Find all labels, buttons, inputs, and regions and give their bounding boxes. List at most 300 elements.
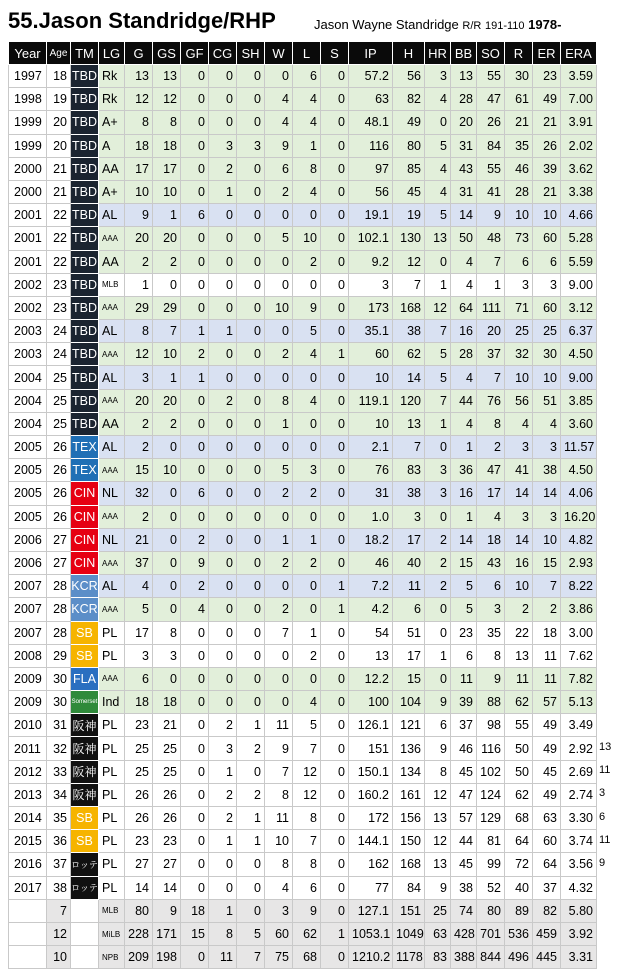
age-cell: 24 bbox=[47, 320, 71, 343]
stat-cg: 2 bbox=[209, 807, 237, 830]
table-row bbox=[9, 482, 597, 505]
stat-gf: 0 bbox=[181, 436, 209, 459]
table-row bbox=[9, 807, 597, 830]
stats-body bbox=[9, 65, 612, 969]
stat-h: 56 bbox=[393, 65, 425, 88]
totals-spacer bbox=[71, 899, 99, 922]
stat-r: 16 bbox=[505, 551, 533, 574]
total-g: 228 bbox=[125, 922, 153, 945]
stat-er: 64 bbox=[533, 853, 561, 876]
stat-era: 3.91 bbox=[561, 111, 597, 134]
stat-gs: 14 bbox=[153, 876, 181, 899]
stat-l: 0 bbox=[293, 273, 321, 296]
total-r: 536 bbox=[505, 922, 533, 945]
league-cell: Rk bbox=[99, 88, 125, 111]
stat-cg: 0 bbox=[209, 482, 237, 505]
team-badge: TBD bbox=[71, 296, 99, 319]
stat-so: 116 bbox=[477, 737, 505, 760]
league-cell: Ind bbox=[99, 691, 125, 714]
side-note-text: 6 bbox=[599, 810, 606, 823]
year-cell: 1997 bbox=[9, 65, 47, 88]
team-badge: FLA bbox=[71, 667, 99, 690]
stat-er: 10 bbox=[533, 366, 561, 389]
stat-so: 81 bbox=[477, 830, 505, 853]
age-cell: 22 bbox=[47, 227, 71, 250]
stat-r: 30 bbox=[505, 65, 533, 88]
league-cell: A bbox=[99, 134, 125, 157]
total-h: 1049 bbox=[393, 922, 425, 945]
stat-s: 1 bbox=[321, 575, 349, 598]
stat-er: 10 bbox=[533, 204, 561, 227]
stat-sh: 0 bbox=[237, 320, 265, 343]
year-cell: 2013 bbox=[9, 783, 47, 806]
stat-gf: 0 bbox=[181, 783, 209, 806]
column-header: R bbox=[505, 42, 533, 65]
stat-r: 68 bbox=[505, 807, 533, 830]
stat-era: 4.50 bbox=[561, 459, 597, 482]
age-cell: 20 bbox=[47, 134, 71, 157]
stat-r: 21 bbox=[505, 111, 533, 134]
stat-g: 10 bbox=[125, 180, 153, 203]
stat-hr: 1 bbox=[425, 644, 451, 667]
stat-s: 0 bbox=[321, 366, 349, 389]
stat-hr: 8 bbox=[425, 760, 451, 783]
year-cell: 2003 bbox=[9, 320, 47, 343]
stat-r: 3 bbox=[505, 505, 533, 528]
stat-bb: 4 bbox=[451, 412, 477, 435]
stat-s: 0 bbox=[321, 621, 349, 644]
total-era: 3.92 bbox=[561, 922, 597, 945]
stat-s: 0 bbox=[321, 783, 349, 806]
stat-cg: 0 bbox=[209, 250, 237, 273]
stat-bb: 47 bbox=[451, 783, 477, 806]
stat-gf: 6 bbox=[181, 482, 209, 505]
total-w: 75 bbox=[265, 946, 293, 969]
stat-ip: 7.2 bbox=[349, 575, 393, 598]
stat-er: 7 bbox=[533, 575, 561, 598]
league-cell: A+ bbox=[99, 180, 125, 203]
stat-sh: 3 bbox=[237, 134, 265, 157]
table-row bbox=[9, 366, 597, 389]
column-header: TM bbox=[71, 42, 99, 65]
stat-w: 0 bbox=[265, 436, 293, 459]
stat-so: 47 bbox=[477, 88, 505, 111]
stat-s: 0 bbox=[321, 644, 349, 667]
year-cell: 1999 bbox=[9, 134, 47, 157]
page-header bbox=[0, 0, 620, 41]
team-badge: 阪神 bbox=[71, 737, 99, 760]
team-badge: CIN bbox=[71, 551, 99, 574]
table-row bbox=[9, 389, 597, 412]
stat-gs: 0 bbox=[153, 505, 181, 528]
table-row bbox=[9, 459, 597, 482]
totals-row bbox=[9, 922, 597, 945]
team-badge: TBD bbox=[71, 343, 99, 366]
player-bio bbox=[314, 17, 561, 32]
total-hr: 83 bbox=[425, 946, 451, 969]
league-total-label: NPB bbox=[99, 946, 125, 969]
team-badge: TBD bbox=[71, 204, 99, 227]
stat-l: 5 bbox=[293, 320, 321, 343]
stat-h: 3 bbox=[393, 505, 425, 528]
stat-gs: 21 bbox=[153, 714, 181, 737]
stat-cg: 0 bbox=[209, 412, 237, 435]
stat-s: 0 bbox=[321, 737, 349, 760]
stat-hr: 5 bbox=[425, 343, 451, 366]
total-w: 3 bbox=[265, 899, 293, 922]
stat-gs: 0 bbox=[153, 273, 181, 296]
stat-g: 8 bbox=[125, 320, 153, 343]
stat-so: 99 bbox=[477, 853, 505, 876]
year-cell: 2009 bbox=[9, 691, 47, 714]
stat-bb: 4 bbox=[451, 250, 477, 273]
league-cell: PL bbox=[99, 783, 125, 806]
stat-gs: 26 bbox=[153, 807, 181, 830]
stat-era: 2.69 bbox=[561, 760, 597, 783]
side-note-text: 9 bbox=[599, 856, 606, 869]
league-cell: AAA bbox=[99, 343, 125, 366]
stat-g: 27 bbox=[125, 853, 153, 876]
stat-sh: 0 bbox=[237, 482, 265, 505]
table-row bbox=[9, 667, 597, 690]
stat-hr: 3 bbox=[425, 459, 451, 482]
side-note-text: 3 bbox=[599, 787, 606, 800]
team-badge: TEX bbox=[71, 459, 99, 482]
stat-so: 7 bbox=[477, 250, 505, 273]
stat-g: 12 bbox=[125, 343, 153, 366]
stat-cg: 0 bbox=[209, 111, 237, 134]
stat-era: 3.74 bbox=[561, 830, 597, 853]
stat-l: 4 bbox=[293, 343, 321, 366]
stat-h: 83 bbox=[393, 459, 425, 482]
column-header: ER bbox=[533, 42, 561, 65]
stat-cg: 1 bbox=[209, 760, 237, 783]
stat-l: 5 bbox=[293, 714, 321, 737]
stat-era: 9.00 bbox=[561, 366, 597, 389]
stat-w: 2 bbox=[265, 598, 293, 621]
stat-era: 2.92 bbox=[561, 737, 597, 760]
stat-gf: 0 bbox=[181, 737, 209, 760]
stat-h: 85 bbox=[393, 157, 425, 180]
stat-gs: 12 bbox=[153, 88, 181, 111]
stat-sh: 0 bbox=[237, 436, 265, 459]
stat-sh: 1 bbox=[237, 714, 265, 737]
stat-sh: 0 bbox=[237, 644, 265, 667]
stat-ip: 13 bbox=[349, 644, 393, 667]
stat-bb: 43 bbox=[451, 157, 477, 180]
totals-spacer bbox=[71, 946, 99, 969]
stat-hr: 7 bbox=[425, 389, 451, 412]
stat-w: 4 bbox=[265, 111, 293, 134]
total-er: 445 bbox=[533, 946, 561, 969]
team-badge: SB bbox=[71, 621, 99, 644]
stat-bb: 11 bbox=[451, 667, 477, 690]
stat-so: 111 bbox=[477, 296, 505, 319]
stat-h: 104 bbox=[393, 691, 425, 714]
year-cell: 2016 bbox=[9, 853, 47, 876]
stat-hr: 2 bbox=[425, 575, 451, 598]
stat-w: 10 bbox=[265, 296, 293, 319]
column-header: IP bbox=[349, 42, 393, 65]
stat-l: 12 bbox=[293, 783, 321, 806]
stat-g: 23 bbox=[125, 830, 153, 853]
stat-ip: 10 bbox=[349, 412, 393, 435]
stat-h: 7 bbox=[393, 273, 425, 296]
column-header: W bbox=[265, 42, 293, 65]
stat-ip: 144.1 bbox=[349, 830, 393, 853]
stat-g: 5 bbox=[125, 598, 153, 621]
stat-bb: 5 bbox=[451, 575, 477, 598]
stat-w: 8 bbox=[265, 389, 293, 412]
stat-er: 21 bbox=[533, 180, 561, 203]
year-cell: 2005 bbox=[9, 459, 47, 482]
stat-l: 1 bbox=[293, 621, 321, 644]
year-cell: 2001 bbox=[9, 250, 47, 273]
stat-g: 1 bbox=[125, 273, 153, 296]
year-cell: 1999 bbox=[9, 111, 47, 134]
stat-r: 62 bbox=[505, 783, 533, 806]
stat-g: 14 bbox=[125, 876, 153, 899]
column-header: S bbox=[321, 42, 349, 65]
stat-l: 0 bbox=[293, 667, 321, 690]
league-cell: NL bbox=[99, 482, 125, 505]
table-row bbox=[9, 180, 597, 203]
stat-era: 7.00 bbox=[561, 88, 597, 111]
stat-s: 0 bbox=[321, 830, 349, 853]
stat-l: 1 bbox=[293, 134, 321, 157]
stat-so: 18 bbox=[477, 528, 505, 551]
stat-s: 0 bbox=[321, 714, 349, 737]
league-cell: PL bbox=[99, 737, 125, 760]
stat-so: 84 bbox=[477, 134, 505, 157]
league-cell: AAA bbox=[99, 459, 125, 482]
team-badge: SB bbox=[71, 807, 99, 830]
team-badge: KCR bbox=[71, 598, 99, 621]
stat-s: 0 bbox=[321, 227, 349, 250]
stat-gf: 0 bbox=[181, 691, 209, 714]
league-cell: Rk bbox=[99, 65, 125, 88]
stat-er: 51 bbox=[533, 389, 561, 412]
year-cell: 2011 bbox=[9, 737, 47, 760]
stat-h: 121 bbox=[393, 714, 425, 737]
stat-bb: 16 bbox=[451, 482, 477, 505]
stat-s: 0 bbox=[321, 65, 349, 88]
stat-l: 0 bbox=[293, 575, 321, 598]
team-badge: CIN bbox=[71, 482, 99, 505]
league-total-label: MLB bbox=[99, 899, 125, 922]
stat-w: 4 bbox=[265, 88, 293, 111]
total-er: 459 bbox=[533, 922, 561, 945]
stat-bb: 31 bbox=[451, 134, 477, 157]
stat-sh: 0 bbox=[237, 505, 265, 528]
stat-s: 0 bbox=[321, 436, 349, 459]
stat-sh: 0 bbox=[237, 459, 265, 482]
stat-h: 82 bbox=[393, 88, 425, 111]
stat-er: 26 bbox=[533, 134, 561, 157]
stat-h: 156 bbox=[393, 807, 425, 830]
stat-gf: 0 bbox=[181, 876, 209, 899]
table-row bbox=[9, 157, 597, 180]
stat-hr: 5 bbox=[425, 204, 451, 227]
stat-ip: 126.1 bbox=[349, 714, 393, 737]
stat-bb: 23 bbox=[451, 621, 477, 644]
stat-hr: 6 bbox=[425, 714, 451, 737]
team-badge: SB bbox=[71, 644, 99, 667]
stat-so: 9 bbox=[477, 204, 505, 227]
stat-bb: 45 bbox=[451, 760, 477, 783]
stat-cg: 0 bbox=[209, 551, 237, 574]
stat-ip: 46 bbox=[349, 551, 393, 574]
stat-bb: 13 bbox=[451, 65, 477, 88]
stat-gf: 0 bbox=[181, 273, 209, 296]
stat-gf: 6 bbox=[181, 204, 209, 227]
stat-ip: 2.1 bbox=[349, 436, 393, 459]
stat-bb: 38 bbox=[451, 876, 477, 899]
stat-r: 50 bbox=[505, 760, 533, 783]
stat-gf: 0 bbox=[181, 250, 209, 273]
stat-era: 16.20 bbox=[561, 505, 597, 528]
header-row bbox=[9, 42, 597, 65]
stat-h: 15 bbox=[393, 667, 425, 690]
league-cell: PL bbox=[99, 876, 125, 899]
stat-gs: 8 bbox=[153, 111, 181, 134]
table-row bbox=[9, 783, 597, 806]
stat-gf: 0 bbox=[181, 296, 209, 319]
table-row bbox=[9, 134, 597, 157]
stat-er: 37 bbox=[533, 876, 561, 899]
stat-gf: 1 bbox=[181, 366, 209, 389]
table-row bbox=[9, 760, 597, 783]
total-hr: 63 bbox=[425, 922, 451, 945]
stat-r: 4 bbox=[505, 412, 533, 435]
stat-h: 84 bbox=[393, 876, 425, 899]
stat-bb: 44 bbox=[451, 389, 477, 412]
stat-gs: 1 bbox=[153, 204, 181, 227]
stat-gs: 18 bbox=[153, 691, 181, 714]
stat-w: 0 bbox=[265, 250, 293, 273]
stat-gf: 2 bbox=[181, 528, 209, 551]
stat-s: 0 bbox=[321, 204, 349, 227]
stat-hr: 3 bbox=[425, 482, 451, 505]
stat-er: 6 bbox=[533, 250, 561, 273]
total-era: 3.31 bbox=[561, 946, 597, 969]
table-row bbox=[9, 691, 597, 714]
stat-bb: 50 bbox=[451, 227, 477, 250]
stat-l: 4 bbox=[293, 691, 321, 714]
total-h: 1178 bbox=[393, 946, 425, 969]
stat-sh: 0 bbox=[237, 691, 265, 714]
stat-er: 30 bbox=[533, 343, 561, 366]
table-row bbox=[9, 88, 597, 111]
stat-cg: 0 bbox=[209, 621, 237, 644]
stat-w: 2 bbox=[265, 343, 293, 366]
stat-g: 23 bbox=[125, 714, 153, 737]
stat-h: 136 bbox=[393, 737, 425, 760]
stat-sh: 0 bbox=[237, 876, 265, 899]
year-cell: 2006 bbox=[9, 528, 47, 551]
stat-gs: 0 bbox=[153, 436, 181, 459]
stat-l: 9 bbox=[293, 296, 321, 319]
stat-g: 37 bbox=[125, 551, 153, 574]
stat-hr: 12 bbox=[425, 296, 451, 319]
stat-so: 26 bbox=[477, 111, 505, 134]
year-cell: 2000 bbox=[9, 157, 47, 180]
stat-gs: 0 bbox=[153, 551, 181, 574]
stat-gs: 0 bbox=[153, 667, 181, 690]
stat-l: 0 bbox=[293, 436, 321, 459]
stat-h: 49 bbox=[393, 111, 425, 134]
table-row bbox=[9, 204, 597, 227]
age-cell: 26 bbox=[47, 482, 71, 505]
stat-l: 2 bbox=[293, 644, 321, 667]
stat-bb: 4 bbox=[451, 366, 477, 389]
stat-s: 0 bbox=[321, 505, 349, 528]
stat-s: 1 bbox=[321, 598, 349, 621]
stat-h: 14 bbox=[393, 366, 425, 389]
stat-sh: 2 bbox=[237, 783, 265, 806]
stat-w: 0 bbox=[265, 505, 293, 528]
stat-w: 7 bbox=[265, 621, 293, 644]
stat-l: 6 bbox=[293, 876, 321, 899]
league-cell: AAA bbox=[99, 598, 125, 621]
league-cell: PL bbox=[99, 644, 125, 667]
side-note-text: 11 bbox=[599, 833, 611, 846]
stat-era: 2.93 bbox=[561, 551, 597, 574]
total-so: 80 bbox=[477, 899, 505, 922]
stat-ip: 56 bbox=[349, 180, 393, 203]
stat-gs: 2 bbox=[153, 250, 181, 273]
year-cell: 2000 bbox=[9, 180, 47, 203]
stat-hr: 5 bbox=[425, 366, 451, 389]
stat-g: 3 bbox=[125, 644, 153, 667]
stat-hr: 4 bbox=[425, 180, 451, 203]
stat-r: 56 bbox=[505, 389, 533, 412]
age-cell: 28 bbox=[47, 598, 71, 621]
stat-er: 23 bbox=[533, 65, 561, 88]
stat-sh: 0 bbox=[237, 412, 265, 435]
stat-hr: 1 bbox=[425, 412, 451, 435]
stat-gf: 2 bbox=[181, 343, 209, 366]
team-badge: TBD bbox=[71, 88, 99, 111]
stat-gs: 2 bbox=[153, 412, 181, 435]
stat-s: 0 bbox=[321, 157, 349, 180]
total-w: 60 bbox=[265, 922, 293, 945]
table-row bbox=[9, 575, 597, 598]
stat-so: 43 bbox=[477, 551, 505, 574]
stat-h: 80 bbox=[393, 134, 425, 157]
stat-ip: 54 bbox=[349, 621, 393, 644]
stat-g: 3 bbox=[125, 366, 153, 389]
stat-l: 2 bbox=[293, 482, 321, 505]
stat-er: 11 bbox=[533, 644, 561, 667]
team-badge: Somerset bbox=[71, 691, 99, 714]
stat-sh: 0 bbox=[237, 204, 265, 227]
stat-ip: 10 bbox=[349, 366, 393, 389]
full-name: Jason Wayne Standridge bbox=[314, 17, 459, 32]
stat-l: 10 bbox=[293, 227, 321, 250]
column-header: SH bbox=[237, 42, 265, 65]
league-cell: AAA bbox=[99, 227, 125, 250]
stat-w: 0 bbox=[265, 575, 293, 598]
stat-gs: 23 bbox=[153, 830, 181, 853]
stat-gs: 0 bbox=[153, 575, 181, 598]
stat-gs: 29 bbox=[153, 296, 181, 319]
year-cell: 2005 bbox=[9, 436, 47, 459]
stat-g: 26 bbox=[125, 807, 153, 830]
table-row bbox=[9, 644, 597, 667]
stat-sh: 0 bbox=[237, 551, 265, 574]
stat-so: 98 bbox=[477, 714, 505, 737]
